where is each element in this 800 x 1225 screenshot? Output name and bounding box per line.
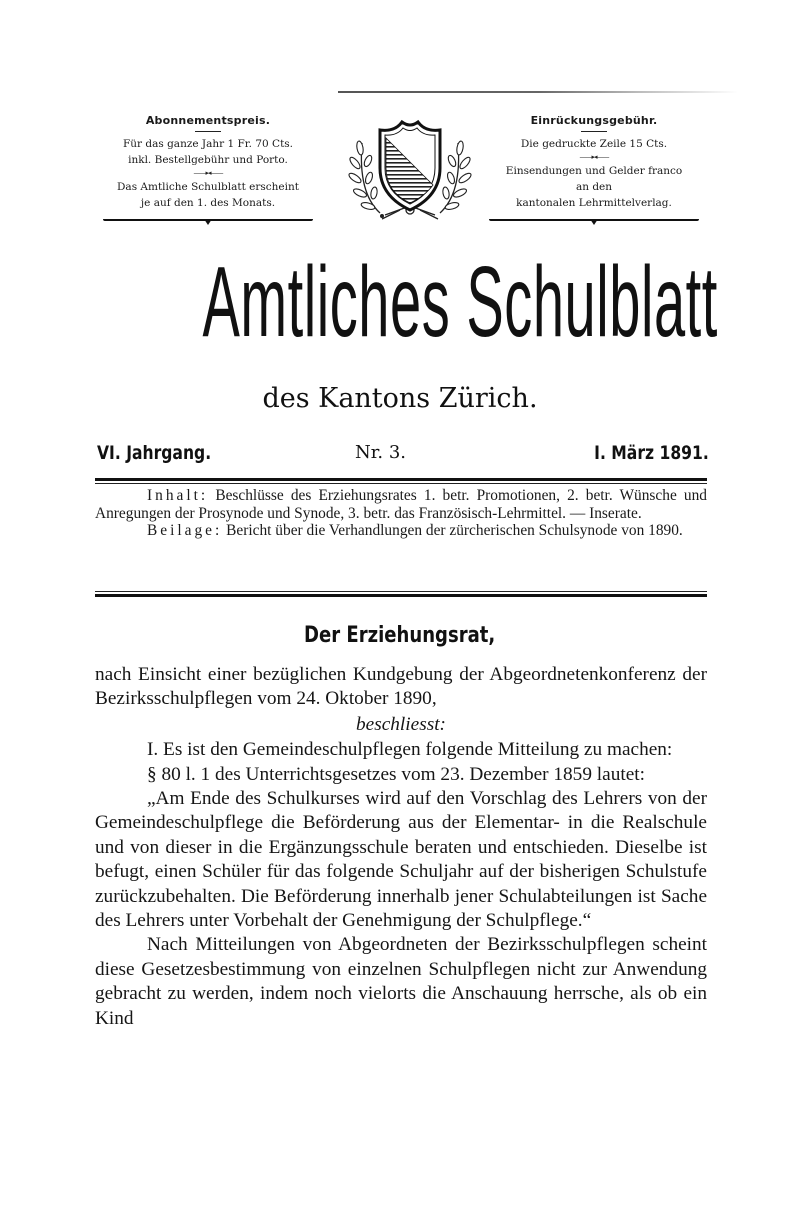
supplement-text: Bericht über die Verhandlungen der zürcherischen Schulsynode von 1890. (226, 522, 683, 539)
ornament-divider: ——▸◂—— (579, 153, 609, 161)
insertion-line: Einsendungen und Gelder franco (505, 165, 683, 177)
article-heading (0, 622, 800, 650)
article-body (95, 663, 707, 1031)
issue-date: I. März 1891. (594, 442, 709, 464)
masthead-subtitle: des Kantons Zürich. (262, 383, 538, 414)
double-rule-bottom (95, 591, 707, 597)
subscription-title: Abonnementspreis. (145, 114, 271, 127)
divider (195, 131, 221, 132)
ornament-divider: ——▸◂—— (193, 169, 223, 177)
top-decorative-rule (338, 91, 738, 93)
contents-paragraph (95, 487, 707, 522)
contents-label: Inhalt: (147, 487, 209, 504)
subscription-line: je auf den 1. des Monats. (140, 197, 276, 209)
table-of-contents (95, 487, 707, 540)
contents-text: Beschlüsse des Erziehungsrates 1. betr. Promotionen, 2. betr. Wünsche und Anregungen der Prosynode und Synode, 3. betr. das Französisch-Lehrmittel. — Inserate. (95, 487, 707, 522)
insertion-title: Einrückungsgebühr. (530, 114, 658, 127)
body-paragraph: I. Es ist den Gemeindeschulpflegen folgende Mitteilung zu machen: (147, 739, 673, 761)
supplement-paragraph (95, 522, 707, 540)
insertion-line: Die gedruckte Zeile 15 Cts. (520, 138, 668, 150)
preamble: nach Einsicht einer bezüglichen Kundgebung der Abgeordnetenkonferenz der Bezirksschulpflegen vom 24. Oktober 1890, (95, 664, 707, 710)
issue-number: Nr. 3. (355, 442, 406, 463)
double-rule-top (95, 478, 707, 484)
insertion-fee-box (474, 113, 714, 226)
insertion-line: an den (575, 181, 613, 193)
divider (581, 131, 607, 132)
supplement-label: Beilage: (147, 522, 223, 539)
body-paragraph: Nach Mitteilungen von Abgeordneten der Bezirksschulpflegen scheint diese Gesetzesbestimmung von einzelnen Schulpflegen nicht zur Anwendung gebracht zu werden, indem noch vielorts die Anschauung herrsche, als ob ein Kind (95, 934, 707, 1029)
brace-icon (101, 216, 315, 226)
insertion-line: kantonalen Lehrmittelverlag. (516, 197, 672, 209)
body-paragraph: „Am Ende des Schulkurses wird auf den Vorschlag des Lehrers von der Gemeindeschulpflege die Beförderung aus der Elementar- in die Realschule und von dieser in die Ergänzungsschule beraten und entschieden. Dieselbe ist befugt, einen Schüler für das folgende Schuljahr auf der bisherigen Schulstufe zurückzubehalten. Die Beförderung innerhalb jener Schulabteilungen ist Sache des Lehrers unter Vorbehalt der Genehmigung der Schulpflege.“ (95, 788, 707, 932)
volume-label: VI. Jahrgang. (97, 442, 212, 464)
masthead-title (0, 246, 800, 358)
brace-icon (487, 216, 701, 226)
issue-info-line (97, 441, 709, 465)
subscription-price-box (88, 113, 328, 226)
subscription-line: Das Amtliche Schulblatt erscheint (117, 181, 299, 193)
subscription-line: Für das ganze Jahr 1 Fr. 70 Cts. (122, 138, 294, 150)
masthead-title-text: Amtliches Schulblatt (202, 246, 718, 358)
resolves-line: beschliesst: (356, 713, 446, 735)
body-paragraph: § 80 l. 1 des Unterrichtsgesetzes vom 23. Dezember 1859 lautet: (147, 763, 645, 785)
article-heading-text: Der Erziehungsrat, (304, 623, 496, 648)
coat-of-arms-icon (340, 118, 480, 228)
subscription-line: inkl. Bestellgebühr und Porto. (128, 154, 288, 166)
